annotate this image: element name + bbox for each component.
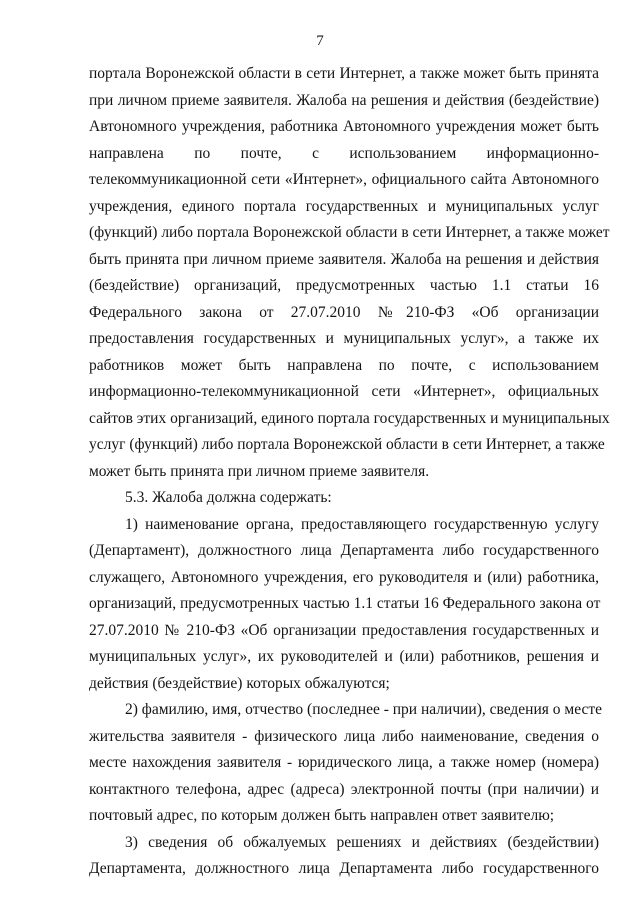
text-line: жительства заявителя - физического лица либо наименование, сведения о — [89, 727, 599, 745]
text-line: 2) фамилию, имя, отчество (последнее - при наличии), сведения о месте — [125, 701, 602, 718]
text-line: (бездействие) организаций, предусмотренных частью 1.1 статьи 16 — [89, 277, 599, 294]
text-line: почтовый адрес, по которым должен быть направлен ответ заявителю; — [89, 807, 555, 824]
text-line: Департамента, должностного лица Департамента либо государственного — [89, 860, 599, 877]
text-line: портала Воронежской области в сети Интернет, а также может быть принята — [89, 65, 599, 82]
text-line: может быть принята при личном приеме заявителя. — [89, 462, 430, 480]
text-line: при личном приеме заявителя. Жалоба на решения и действия (бездействие) — [89, 91, 599, 109]
page-number: 7 — [316, 33, 324, 49]
text-line: (функций) либо портала Воронежской области в сети Интернет, а также может — [89, 224, 610, 241]
text-line: действия (бездействие) которых обжалуются; — [89, 674, 390, 692]
text-line: 3) сведения об обжалуемых решениях и действиях (бездействии) — [125, 833, 599, 851]
text-line: информационно-телекоммуникационной сети «Интернет», официальных — [89, 383, 599, 400]
text-line: 1) наименование органа, предоставляющего государственную услугу — [125, 515, 599, 533]
text-line: услуг (функций) либо портала Воронежской области в сети Интернет, а также — [89, 436, 605, 453]
document-body — [89, 61, 610, 883]
text-line: предоставления государственных и муниципальных услуг», а также их — [89, 330, 599, 347]
text-line: муниципальных услуг», их руководителей и (или) работников, решения и — [89, 648, 599, 665]
text-line: работников может быть направлена по почте, с использованием — [89, 356, 599, 374]
text-line: контактного телефона, адрес (адреса) электронной почты (при наличии) и — [89, 780, 599, 798]
text-line: месте нахождения заявителя - юридического лица, а также номер (номера) — [89, 754, 599, 771]
text-line: Федерального закона от 27.07.2010 №210-ФЗ «Об организации — [89, 303, 599, 321]
text-line: 5.3. Жалоба должна содержать: — [125, 489, 332, 506]
text-line: учреждения, единого портала государственных и муниципальных услуг — [89, 197, 599, 215]
text-line: 27.07.2010 № 210-ФЗ «Об организации предоставления государственных и — [89, 621, 599, 639]
text-line: служащего, Автономного учреждения, его руководителя и (или) работника, — [89, 568, 599, 586]
text-line: телекоммуникационной сети «Интернет», официального сайта Автономного — [89, 171, 599, 188]
text-line: (Департамент), должностного лица Департамента либо государственного — [89, 542, 599, 559]
text-line: направлена по почте, с использованием информационно- — [89, 144, 599, 162]
text-line: быть принята при личном приеме заявителя. Жалоба на решения и действия — [89, 250, 599, 268]
text-line: сайтов этих организаций, единого портала государственных и муниципальных — [89, 409, 610, 427]
text-line: Автономного учреждения, работника Автономного учреждения может быть — [89, 118, 599, 135]
text-line: организаций, предусмотренных частью 1.1 статьи 16 Федерального закона от — [89, 595, 601, 612]
